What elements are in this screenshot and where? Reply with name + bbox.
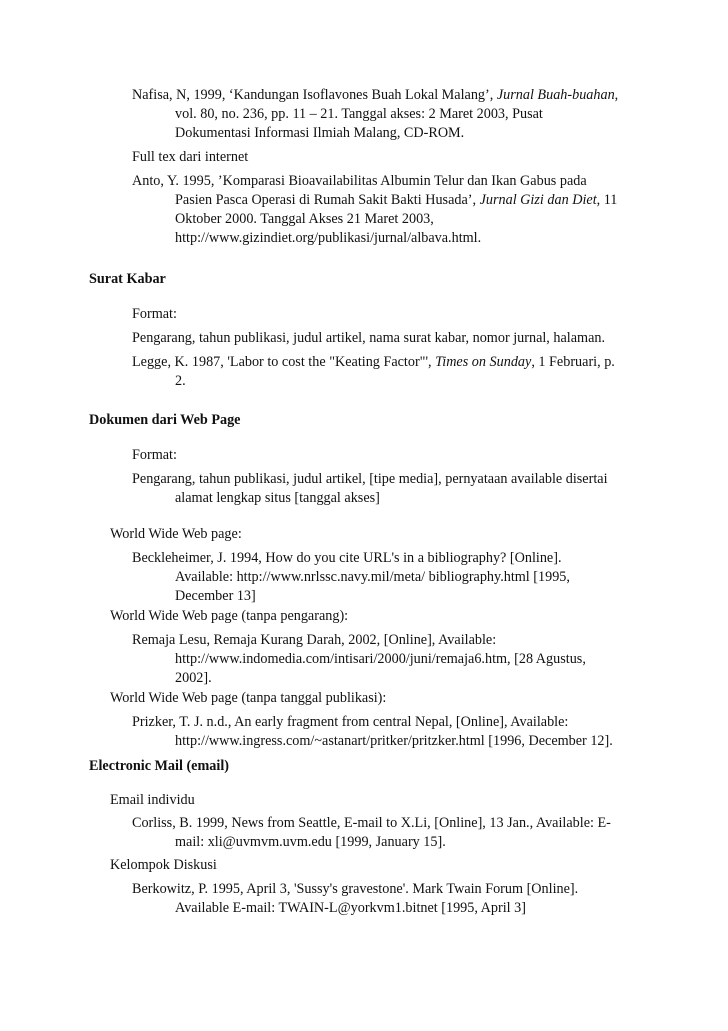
reference-pritzker [132, 713, 652, 751]
ref-line: 2. [175, 373, 186, 389]
ref-line: http://www.ingress.com/~astanart/pritker/pritzker.html [1996, December 12]. [175, 733, 613, 749]
reference-berkowitz [132, 880, 652, 918]
heading-web-page: Dokumen dari Web Page [89, 412, 241, 428]
reference-corliss [132, 814, 652, 852]
newspaper-title: Times on Sunday [435, 354, 532, 370]
ref-line: mail: xli@uvmvm.uvm.edu [1999, January 15]. [175, 834, 446, 850]
reference-remaja [132, 631, 652, 688]
ref-line: Oktober 2000. Tanggal Akses 21 Maret 2003, [175, 211, 434, 227]
ref-line: Nafisa, N, 1999, ‘Kandungan Isoflavones Buah Lokal Malang’, Jurnal Buah-buahan, [132, 87, 619, 103]
reference-beckleheimer [132, 549, 652, 606]
ref-line: alamat lengkap situs [tanggal akses] [175, 490, 380, 506]
ref-line: Legge, K. 1987, 'Labor to cost the "Keating Factor"', Times on Sunday, 1 Februari, p. [132, 354, 615, 370]
journal-title: Jurnal Buah-buahan [496, 87, 615, 103]
reference-legge [132, 353, 652, 391]
ref-line: Prizker, T. J. n.d., An early fragment from central Nepal, [Online], Available: [132, 714, 569, 730]
subheading-www-nodate: World Wide Web page (tanpa tanggal publikasi): [110, 690, 387, 706]
heading-surat-kabar: Surat Kabar [89, 271, 166, 287]
ref-line: December 13] [175, 588, 256, 604]
subheading-kelompok-diskusi: Kelompok Diskusi [110, 857, 217, 873]
ref-line: Dokumentasi Informasi Ilmiah Malang, CD-ROM. [175, 125, 465, 141]
format-text [132, 470, 652, 508]
format-label: Format: [132, 306, 177, 322]
journal-title: Jurnal Gizi dan Diet [479, 192, 597, 208]
ref-line: Available: http://www.nrlssc.navy.mil/meta/ bibliography.html [1995, [175, 569, 570, 585]
ref-line: Remaja Lesu, Remaja Kurang Darah, 2002, [Online], Available: [132, 632, 497, 648]
ref-line: Beckleheimer, J. 1994, How do you cite URL's in a bibliography? [Online]. [132, 550, 562, 566]
ref-line: Available E-mail: TWAIN-L@yorkvm1.bitnet [1995, April 3] [175, 900, 526, 916]
subheading-email-individu: Email individu [110, 792, 195, 808]
ref-line: Berkowitz, P. 1995, April 3, 'Sussy's gravestone'. Mark Twain Forum [Online]. [132, 881, 579, 897]
format-label: Format: [132, 447, 177, 463]
ref-line: 2002]. [175, 670, 212, 686]
ref-line: Pengarang, tahun publikasi, judul artikel, [tipe media], pernyataan available disertai [132, 471, 608, 487]
ref-line: Anto, Y. 1995, ’Komparasi Bioavailabilitas Albumin Telur dan Ikan Gabus pada [132, 173, 587, 189]
ref-line: http://www.gizindiet.org/publikasi/jurnal/albava.html. [175, 230, 482, 246]
fulltex-label: Full tex dari internet [132, 149, 249, 165]
reference-anto [132, 172, 652, 248]
subheading-www-noauthor: World Wide Web page (tanpa pengarang): [110, 608, 349, 624]
ref-line: Pasien Pasca Operasi di Rumah Sakit Bakti Husada’, Jurnal Gizi dan Diet, 11 [175, 192, 618, 208]
format-text: Pengarang, tahun publikasi, judul artikel, nama surat kabar, nomor jurnal, halaman. [132, 330, 606, 346]
subheading-www: World Wide Web page: [110, 526, 242, 542]
heading-email: Electronic Mail (email) [89, 758, 229, 774]
ref-line: vol. 80, no. 236, pp. 11 – 21. Tanggal akses: 2 Maret 2003, Pusat [175, 106, 543, 122]
reference-nafisa [132, 86, 652, 143]
ref-line: Corliss, B. 1999, News from Seattle, E-mail to X.Li, [Online], 13 Jan., Available: E- [132, 815, 611, 831]
ref-line: http://www.indomedia.com/intisari/2000/juni/remaja6.htm, [28 Agustus, [175, 651, 586, 667]
